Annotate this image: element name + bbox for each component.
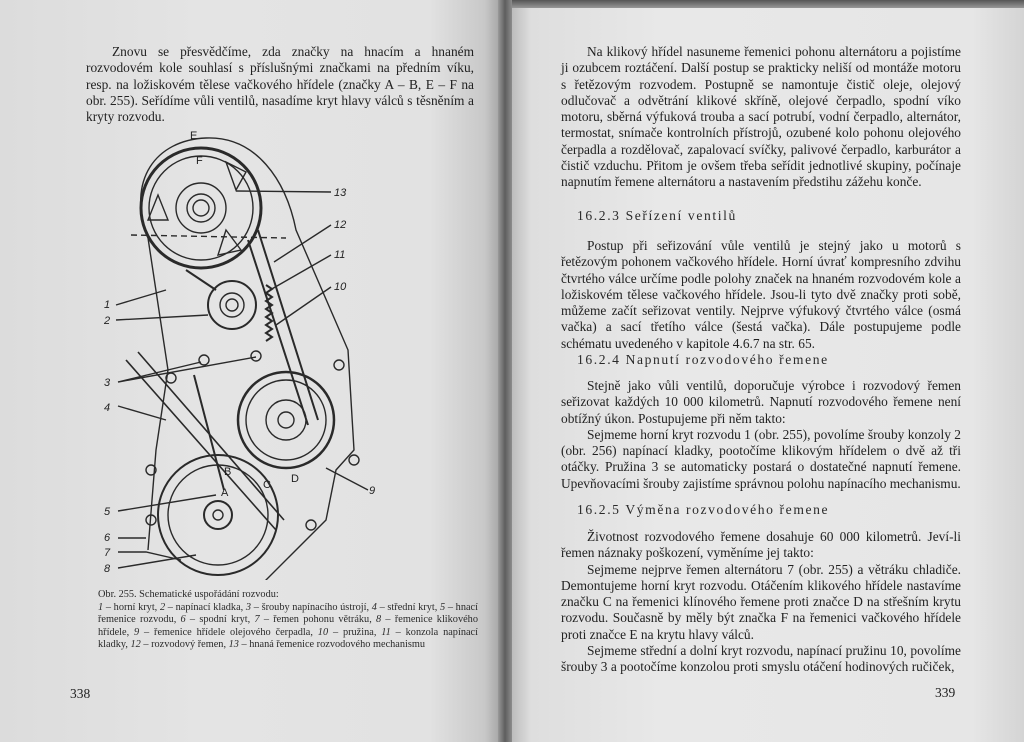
caption-item-text: – horní kryt, (103, 601, 160, 613)
caption-item-number: 3 (245, 601, 252, 613)
paragraph-text: Sejmeme horní kryt rozvodu 1 (obr. 255), povolíme šrouby konzoly 2 (obr. 256) napínací kladky, pootočíme klikovým hřídelem o dvě až tři otáčky. Pružina 3 se automaticky postará o dostatečné napnutí řemene. Upevňovacími šrouby zajistíme správnou polohu napínacího mechanismu. (561, 426, 961, 491)
label-7: 7 (104, 547, 111, 559)
label-9: 9 (369, 485, 376, 497)
caption-item-number: 6 (180, 614, 186, 626)
right-page (505, 8, 1024, 742)
caption-item-number: 2 (159, 601, 166, 613)
label-3: 3 (104, 377, 111, 389)
caption-item-text: – hnací řemenice rozvodu, (98, 601, 478, 626)
label-4: 4 (104, 402, 111, 414)
left-paragraph (86, 44, 474, 125)
paragraph-text: Sejmeme nejprve řemen alternátoru 7 (obr. 255) a větráku chladiče. Demontujeme horní kryt rozvodu. Otáčením klikového hřídele nastavíme značku C na řemenici klínového řemene proti značce D na střešním krytu rozvodu. Současně by měly být značka F na řemenici vačkového hřídele proti značce E na krytu hlavy válců. (561, 561, 961, 642)
pulley-8 (158, 455, 278, 575)
caption-item-number: 8 (376, 614, 382, 626)
section-body (561, 378, 961, 492)
section-body (561, 529, 961, 676)
paragraph-text: Postup při seřizování vůle ventilů je stejný jako u motorů s řetězovým pohonem vačkového hřídele. Horní úvrať kompresního zdvihu čtvrtého válce určíme podle polohy značek na hnaném rozvodovém kole a ložiskovém tělese vačkového hřídele. Jsou-li tyto dvě značky proti sobě, můžeme začít seřizovat ventily. Nejprve výfukový čtvrtého válce (osmá vačka) a sací třetího válce (šestá vačka). Dále postupujeme podle schématu uvedeného v kapitole 4.6.7 na str. 65. (561, 238, 961, 351)
caption-item-number: 13 (228, 639, 239, 651)
caption-item-number: 5 (440, 601, 446, 613)
section-heading: 16.2.3 Seřízení ventilů (577, 208, 737, 223)
mark-b: B (224, 466, 232, 478)
caption-title: Obr. 255. Schematické uspořádání rozvodu: (98, 589, 279, 600)
page-number-left: 338 (70, 686, 91, 701)
caption-item-number: 9 (134, 626, 140, 638)
caption-item-text: – konzola napínací kladky, (98, 626, 478, 651)
belt-12 (248, 230, 318, 425)
caption-item-number: 11 (381, 626, 391, 638)
mark-d: D (291, 473, 299, 485)
caption-legend (98, 602, 478, 652)
caption-item-number: 7 (254, 614, 260, 626)
caption-item-number: 10 (317, 626, 329, 638)
mark-a: A (221, 487, 229, 499)
label-5: 5 (104, 506, 111, 518)
caption-item-text: – pružina, (328, 626, 382, 638)
caption-item-text: – šrouby napínacího ústrojí, (251, 601, 372, 613)
label-11: 11 (334, 249, 346, 261)
paragraph-text: Životnost rozvodového řemene dosahuje 60 000 kilometrů. Jeví-li řemen náznaky poškození, vyměníme jej takto: (561, 529, 961, 561)
section-body (561, 238, 961, 352)
left-page (0, 0, 505, 742)
label-12: 12 (334, 219, 347, 231)
caption-item-number: 12 (130, 639, 141, 651)
paragraph-text: Stejně jako vůli ventilů, doporučuje výrobce i rozvodový řemen seřizovat každých 10 000 kilometrů. Napnutí rozvodového řemene není obtížný úkon. Postupujeme při něm takto: (561, 378, 961, 426)
mark-c: C (263, 479, 271, 491)
page-number-right: 339 (935, 685, 956, 700)
caption-item-text: – střední kryt, (376, 601, 440, 613)
pulley-9 (238, 372, 334, 468)
caption-item-text: – napínací kladka, (165, 601, 246, 613)
book-gutter (498, 0, 512, 742)
caption-item-text: – řemen pohonu větráku, (259, 614, 377, 626)
paragraph-text: Znovu se přesvědčíme, zda značky na hnacím a hnaném rozvodovém kole souhlasí s příslušnými značkami na předním víku, resp. na ložiskovém tělese vačkového hřídele (značky A – B, E – F na obr. 255). Seřídíme vůli ventilů, nasadíme kryt hlavy válců s těsněním a kryty rozvodu. (86, 44, 474, 125)
mark-e: E (190, 130, 198, 142)
caption-item-text: – řemenice hřídele olejového čerpadla, (139, 626, 318, 638)
caption-item-text: – rozvodový řemen, (140, 639, 229, 651)
label-1: 1 (104, 299, 111, 311)
section-heading: 16.2.4 Napnutí rozvodového řemene (577, 352, 829, 367)
intro-paragraph (561, 44, 961, 191)
mark-f: F (196, 155, 203, 167)
caption-item-number: 4 (371, 601, 377, 613)
label-13: 13 (334, 187, 347, 199)
label-6: 6 (104, 532, 111, 544)
label-10: 10 (334, 281, 347, 293)
section-heading: 16.2.5 Výměna rozvodového řemene (577, 502, 830, 517)
caption-item-text: – spodní kryt, (185, 614, 255, 626)
label-2: 2 (104, 315, 111, 327)
paragraph-text: Sejmeme střední a dolní kryt rozvodu, napínací pružinu 10, povolíme šrouby 3 a pootočíme konzolou proti smyslu otáčení hodinových ručiček, (561, 643, 961, 675)
timing-belt-diagram (86, 120, 416, 580)
figure-caption (98, 589, 478, 652)
caption-item-number: 1 (98, 601, 104, 613)
label-8: 8 (104, 563, 111, 575)
pulley-2 (208, 281, 256, 329)
paragraph-text: Na klikový hřídel nasuneme řemenici pohonu alternátoru a pojistíme ji ozubcem roztáčení. Další postup se prakticky neliší od montáže motoru s řetězovým rozvodem. Postupně se namontuje čistič oleje, olejový odlučovač a odvětrání klikové skříně, olejové čerpadlo, spodní víko motoru, sběrná výfuková trouba a sací potrubí, vodní čerpadlo, alternátor, termostat, snímače kontrolních přístrojů, ozubené kolo pohonu olejového čerpadla a rozdělovač, zapalovací svíčky, palivové čerpadlo, karburátor a čistič vzduchu. Přitom je ovšem třeba seřídit jednotlivé skupiny, počínaje napnutím řemene alternátoru a nastavením předstihu zážehu konče. (561, 44, 961, 190)
caption-item-text: – hnaná řemenice rozvodového mechanismu (238, 639, 426, 651)
caption-item-text: – řemenice klikového hřídele, (98, 614, 478, 638)
